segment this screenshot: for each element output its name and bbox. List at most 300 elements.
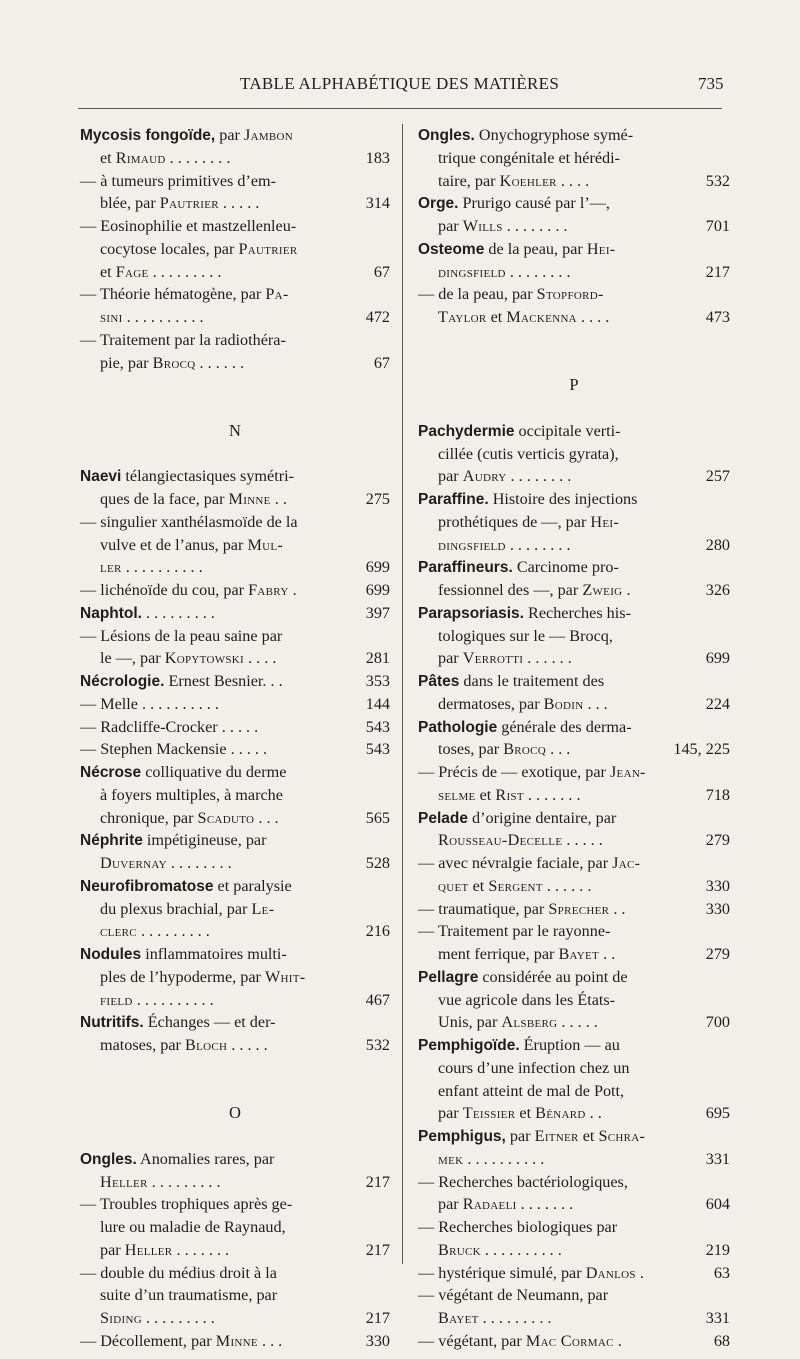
- index-line: [80, 898, 390, 921]
- author-name: Zweig: [582, 581, 623, 599]
- index-line: [80, 761, 390, 784]
- leader-dots: . . . . .: [557, 1013, 598, 1032]
- page-reference: 183: [365, 148, 390, 167]
- leader-dots: . . . . . . . . .: [148, 262, 222, 281]
- index-line: [80, 579, 390, 602]
- index-text: Anomalies rares, par: [136, 1149, 275, 1168]
- author-name: Scaduto: [197, 808, 255, 827]
- index-line: [80, 1216, 390, 1239]
- index-line-text: [100, 534, 283, 557]
- leader-dots: . . . . . . . .: [505, 262, 571, 281]
- index-headword: Ongles.: [80, 1150, 137, 1168]
- index-line: [418, 1148, 730, 1171]
- leader-dots: . . . . . . . . . .: [463, 1149, 545, 1168]
- index-line: [80, 989, 390, 1012]
- index-line-text: [418, 716, 632, 740]
- author-name: dingsfield: [438, 535, 506, 554]
- leader-dots: . . . . . . .: [516, 1195, 574, 1214]
- index-line-text: [100, 238, 298, 261]
- leader-dots: . . . . .: [226, 740, 268, 759]
- index-line: [418, 920, 730, 943]
- index-line-text: [438, 443, 619, 466]
- index-line-text: [418, 602, 631, 626]
- index-text: du plexus brachial, par: [100, 899, 252, 918]
- author-name: dingsfield: [438, 262, 506, 281]
- index-text: Unis, par: [438, 1013, 502, 1032]
- leader-dots: . . . . .: [218, 194, 260, 213]
- page-reference: 63: [713, 1263, 730, 1282]
- index-line-text: [100, 852, 232, 875]
- index-text: — lichénoïde du cou, par: [80, 581, 249, 599]
- page-reference: 701: [705, 217, 730, 235]
- index-line-text: [100, 1216, 286, 1239]
- index-line-text: [418, 124, 633, 148]
- index-text: de la peau, par: [484, 239, 587, 258]
- index-line-text: [418, 1284, 608, 1307]
- page-reference: 68: [713, 1331, 730, 1350]
- index-line-text: [418, 852, 640, 875]
- index-text: enfant atteint de mal de Pott,: [438, 1081, 625, 1100]
- index-text: et: [100, 148, 116, 167]
- page-reference: 217: [365, 1172, 390, 1191]
- index-line: [418, 966, 730, 989]
- index-text: et: [475, 785, 496, 804]
- index-headword: Paraffineurs.: [418, 559, 513, 577]
- index-line-text: [80, 829, 267, 853]
- index-line-text: [438, 465, 571, 488]
- index-line-text: [418, 1125, 645, 1149]
- index-headword: Pellagre: [418, 968, 479, 986]
- author-name: Bénard: [535, 1104, 586, 1123]
- index-line-text: [438, 784, 581, 807]
- index-line: [80, 329, 390, 352]
- index-line: [418, 1239, 730, 1262]
- index-line-text: [100, 920, 210, 943]
- index-line-text: [438, 1102, 602, 1125]
- index-column-right: [418, 124, 730, 1353]
- index-text: Carcinome pro-: [512, 558, 619, 577]
- index-line-text: [100, 556, 203, 579]
- index-text: par: [438, 649, 463, 668]
- index-line-text: [80, 716, 258, 739]
- index-line-text: [80, 602, 215, 626]
- index-line: [418, 488, 730, 511]
- index-text: taire, par: [438, 171, 500, 190]
- index-line-text: [418, 192, 610, 216]
- index-line-text: [100, 784, 283, 807]
- index-text: d’origine dentaire, par: [467, 808, 617, 827]
- index-line-text: [80, 943, 287, 967]
- page-reference: 330: [365, 1331, 390, 1350]
- index-line-text: [80, 215, 296, 238]
- author-name: field: [100, 990, 133, 1009]
- leader-dots: .: [288, 581, 297, 599]
- index-text: — Recherches biologiques par: [418, 1218, 618, 1236]
- index-line-text: [438, 1307, 551, 1330]
- index-line-text: [418, 283, 604, 306]
- index-text: prothétiques de —, par: [438, 512, 591, 531]
- index-line-text: [418, 488, 637, 512]
- page-reference: 467: [365, 990, 390, 1009]
- leader-dots: . . . . . . . . . .: [138, 694, 219, 713]
- index-line: [80, 1011, 390, 1034]
- blank-line: [80, 1057, 390, 1080]
- index-text: — Traitement par la radiothéra-: [80, 330, 286, 349]
- page-reference: 219: [705, 1240, 730, 1259]
- leader-dots: . . . .: [244, 649, 277, 668]
- leader-dots: . . .: [546, 740, 571, 759]
- index-text: et: [468, 876, 489, 895]
- index-line-text: [418, 1034, 620, 1058]
- index-line: [80, 170, 390, 193]
- index-line-text: [418, 920, 610, 943]
- index-line: [80, 124, 390, 147]
- blank-line: [418, 352, 730, 375]
- index-line-text: [80, 670, 283, 694]
- index-text: colliquative du derme: [141, 763, 287, 781]
- page-reference: 472: [365, 308, 390, 326]
- index-line: [80, 1148, 390, 1171]
- index-line: [418, 465, 730, 488]
- index-line-text: [418, 807, 616, 831]
- index-text: impétigineuse, par: [142, 831, 267, 850]
- index-line-text: [438, 1011, 598, 1034]
- index-line-text: [438, 261, 571, 284]
- index-line: [80, 1284, 390, 1307]
- index-text: par: [505, 1127, 535, 1145]
- index-text: par: [215, 126, 244, 144]
- author-name: Wills: [462, 217, 503, 235]
- author-name: Rousseau-Decelle: [438, 831, 563, 850]
- index-line-text: [438, 534, 571, 557]
- index-text: par: [438, 217, 463, 235]
- page-reference: 257: [705, 467, 730, 486]
- author-name: Radaeli: [462, 1195, 517, 1214]
- author-name: Pautrier: [159, 194, 219, 213]
- page-reference: 326: [705, 581, 730, 599]
- index-headword: Pemphigoïde.: [418, 1037, 520, 1054]
- index-text: occipitale verti-: [514, 421, 621, 440]
- index-headword: Nécrose: [80, 764, 142, 781]
- leader-dots: . . . . . .: [523, 649, 572, 668]
- index-text: — double du médius droit à la: [80, 1263, 277, 1282]
- section-letter: O: [229, 1103, 241, 1123]
- leader-dots: .: [622, 581, 631, 599]
- page-reference: 543: [365, 740, 390, 759]
- index-line-text: [100, 1034, 268, 1057]
- index-text: lure ou maladie de Raynaud,: [100, 1218, 286, 1236]
- index-line: [418, 670, 730, 693]
- index-text: — avec névralgie faciale, par: [418, 854, 613, 872]
- index-line: [418, 1102, 730, 1125]
- leader-dots: . . .: [257, 1331, 283, 1350]
- index-line: [80, 238, 390, 261]
- index-line: [418, 716, 730, 739]
- index-text: et: [578, 1127, 599, 1145]
- index-headword: Parapsoriasis.: [418, 604, 524, 622]
- blank-line: [80, 1125, 390, 1148]
- running-head-title: TABLE ALPHABÉTIQUE DES MATIÈRES: [240, 74, 560, 93]
- author-name: Bayet: [438, 1309, 479, 1327]
- author-name: Danlos: [585, 1263, 636, 1282]
- index-text: — Stephen Mackensie: [80, 740, 227, 759]
- index-line: [418, 1171, 730, 1194]
- leader-dots: . .: [270, 490, 287, 508]
- running-head: [0, 74, 800, 100]
- page-reference: 353: [365, 672, 390, 690]
- page-reference: 473: [705, 308, 730, 326]
- author-name: Siding: [100, 1309, 142, 1327]
- author-name: Minne: [228, 490, 271, 508]
- index-line: [418, 875, 730, 898]
- index-text: — à tumeurs primitives d’em-: [80, 171, 277, 190]
- index-line: [80, 1262, 390, 1285]
- index-line: [80, 556, 390, 579]
- index-text: cocytose locales, par: [100, 239, 239, 258]
- index-line-text: [100, 192, 259, 215]
- author-name: Teissier: [462, 1104, 516, 1123]
- page-number: 735: [698, 74, 724, 93]
- index-line-text: [438, 1080, 624, 1103]
- page-reference: 331: [705, 1149, 730, 1168]
- index-line-text: [418, 556, 619, 580]
- index-line: [418, 761, 730, 784]
- leader-dots: . . . . . . . .: [165, 148, 231, 167]
- index-line: [418, 852, 730, 875]
- index-line: [80, 1239, 390, 1262]
- leader-dots: .: [613, 1331, 622, 1350]
- leader-dots: . . .: [583, 694, 608, 713]
- leader-dots: . . . . . . . . . .: [121, 558, 203, 577]
- index-line: [80, 1307, 390, 1330]
- index-text: — Melle: [80, 694, 138, 713]
- index-line: [80, 1034, 390, 1057]
- index-line: [80, 875, 390, 898]
- author-name: Heller: [124, 1240, 173, 1259]
- author-name: Koehler: [499, 171, 557, 190]
- index-headword: Pathologie: [418, 718, 498, 736]
- index-line: [418, 602, 730, 625]
- leader-dots: . .: [585, 1104, 602, 1123]
- index-text: inflammatoires multi-: [141, 945, 287, 963]
- leader-dots: . . . . . . .: [523, 785, 581, 804]
- leader-dots: . . . . . . . . . .: [480, 1240, 562, 1259]
- leader-dots: . .: [266, 672, 283, 690]
- leader-dots: . . . . .: [217, 717, 259, 736]
- leader-dots: . . . . . . . . . .: [132, 990, 214, 1009]
- index-text: fessionnel des —, par: [438, 581, 583, 599]
- index-line: [418, 625, 730, 648]
- author-name: Le-: [251, 899, 275, 918]
- leader-dots: . . .: [254, 808, 279, 827]
- index-text: à foyers multiples, à marche: [100, 785, 283, 804]
- index-line: [80, 283, 390, 306]
- index-line: [80, 147, 390, 170]
- index-text: — Lésions de la peau saine par: [80, 626, 283, 645]
- index-text: ples de l’hypoderme, par: [100, 967, 265, 986]
- page-reference: 528: [365, 854, 390, 872]
- page-reference: 217: [365, 1309, 390, 1327]
- index-text: — Recherches bactériologiques,: [418, 1172, 628, 1191]
- index-line: [418, 261, 730, 284]
- index-line-text: [418, 670, 604, 694]
- page-reference: 145, 225: [673, 740, 730, 759]
- index-line-text: [438, 1193, 573, 1216]
- page-reference: 314: [365, 194, 390, 213]
- author-name: Mac Cormac: [525, 1331, 614, 1350]
- author-name: Sprecher: [548, 899, 610, 918]
- page-reference: 67: [373, 262, 390, 281]
- leader-dots: . . . . . . . .: [506, 467, 572, 486]
- leader-dots: .: [635, 1263, 644, 1282]
- index-line: [80, 534, 390, 557]
- blank-line: [80, 374, 390, 397]
- author-name: Kopytowski: [164, 649, 245, 668]
- index-headword: Naphtol.: [80, 604, 142, 622]
- index-line-text: [418, 420, 621, 444]
- page-reference: 695: [705, 1104, 730, 1123]
- author-name: selme: [438, 785, 476, 804]
- index-line: [80, 306, 390, 329]
- page-reference: 279: [705, 945, 730, 963]
- index-line: [418, 989, 730, 1012]
- index-headword: Nodules: [80, 946, 142, 963]
- index-line-text: [438, 306, 609, 329]
- index-line-text: [80, 1148, 274, 1172]
- page-reference: 281: [365, 649, 390, 668]
- index-line: [418, 238, 730, 261]
- leader-dots: . . . . . . . . .: [478, 1309, 552, 1327]
- author-name: Brocq: [152, 353, 196, 372]
- page-reference: 330: [705, 876, 730, 895]
- author-name: Jac-: [612, 854, 641, 872]
- index-line: [418, 1034, 730, 1057]
- index-line: [80, 852, 390, 875]
- index-text: blée, par: [100, 194, 160, 213]
- index-line: [418, 1307, 730, 1330]
- author-name: Hei-: [586, 239, 616, 258]
- index-text: — végétant de Neumann, par: [418, 1286, 609, 1305]
- page-reference: 216: [365, 922, 390, 941]
- index-line-text: [100, 306, 204, 329]
- index-text: dermatoses, par: [438, 694, 544, 713]
- column-divider: [402, 124, 403, 1264]
- author-name: Bloch: [184, 1036, 228, 1054]
- author-name: Rist: [495, 785, 524, 804]
- author-name: Minne: [215, 1331, 258, 1350]
- index-line-text: [80, 1011, 276, 1035]
- index-text: tologiques sur le — Brocq,: [438, 626, 613, 645]
- header-rule: [78, 108, 722, 109]
- author-name: Alsberg: [501, 1013, 558, 1032]
- index-line: [418, 192, 730, 215]
- index-text: pie, par: [100, 353, 153, 372]
- page-reference: 700: [705, 1013, 730, 1032]
- index-line: [418, 1011, 730, 1034]
- author-name: Duvernay: [100, 854, 167, 872]
- page-reference: 331: [705, 1309, 730, 1327]
- index-text: par: [438, 1195, 463, 1214]
- author-name: Bodin: [543, 694, 584, 713]
- index-line-text: [80, 1330, 282, 1353]
- author-name: quet: [438, 876, 469, 895]
- index-line: [80, 693, 390, 716]
- index-text: — de la peau, par: [418, 285, 537, 304]
- index-line: [80, 738, 390, 761]
- author-name: Bruck: [438, 1240, 481, 1259]
- page-reference: 565: [365, 808, 390, 827]
- index-line: [418, 807, 730, 830]
- index-text: — Théorie hématogène, par: [80, 285, 266, 304]
- index-line-text: [438, 170, 589, 193]
- index-line: [80, 647, 390, 670]
- index-line: [418, 147, 730, 170]
- page-reference: 279: [705, 831, 730, 850]
- index-headword: Ongles.: [418, 127, 475, 144]
- index-column-left: [80, 124, 390, 1353]
- index-line-text: [100, 1171, 221, 1194]
- index-line: [418, 1216, 730, 1239]
- index-line-text: [80, 124, 293, 148]
- index-text: générale des derma-: [497, 717, 632, 736]
- leader-dots: . . . . .: [562, 831, 603, 850]
- index-text: — Eosinophilie et mastzellenleu-: [80, 217, 297, 235]
- page-reference: 699: [365, 558, 390, 577]
- page-reference: 144: [365, 694, 390, 713]
- index-line-text: [438, 693, 608, 716]
- index-text: et: [515, 1104, 536, 1123]
- author-name: Pa-: [265, 285, 289, 304]
- index-line: [418, 1125, 730, 1148]
- index-line: [418, 1330, 730, 1353]
- index-line: [80, 261, 390, 284]
- index-line: [80, 215, 390, 238]
- index-text: vulve et de l’anus, par: [100, 535, 248, 554]
- index-text: — végétant, par: [418, 1331, 526, 1350]
- index-line: [418, 534, 730, 557]
- index-line-text: [438, 943, 615, 966]
- index-line-text: [418, 898, 625, 921]
- index-line: [80, 1171, 390, 1194]
- index-line: [418, 420, 730, 443]
- index-headword: Pemphigus,: [418, 1128, 506, 1145]
- index-line-text: [418, 1216, 617, 1239]
- index-line: [80, 352, 390, 375]
- index-text: Éruption — au: [519, 1036, 620, 1054]
- index-headword: Nécrologie.: [80, 673, 165, 690]
- index-headword: Nutritifs.: [80, 1014, 144, 1032]
- index-line-text: [80, 170, 276, 193]
- author-name: Heller: [100, 1172, 148, 1191]
- index-line: [80, 829, 390, 852]
- index-line: [80, 716, 390, 739]
- index-line: [418, 1284, 730, 1307]
- index-line-text: [438, 579, 631, 602]
- index-headword: Neurofibromatose: [80, 877, 214, 895]
- index-line: [418, 738, 730, 761]
- index-line-text: [80, 283, 289, 306]
- index-line: [80, 807, 390, 830]
- index-line: [418, 283, 730, 306]
- index-text: par: [438, 1104, 463, 1123]
- leader-dots: . . . . .: [227, 1036, 268, 1054]
- page-reference: 532: [365, 1036, 390, 1054]
- page-reference: 67: [373, 353, 390, 372]
- author-name: Schra-: [598, 1127, 646, 1145]
- index-text: ques de la face, par: [100, 490, 229, 508]
- index-line: [418, 556, 730, 579]
- blank-line: [80, 443, 390, 466]
